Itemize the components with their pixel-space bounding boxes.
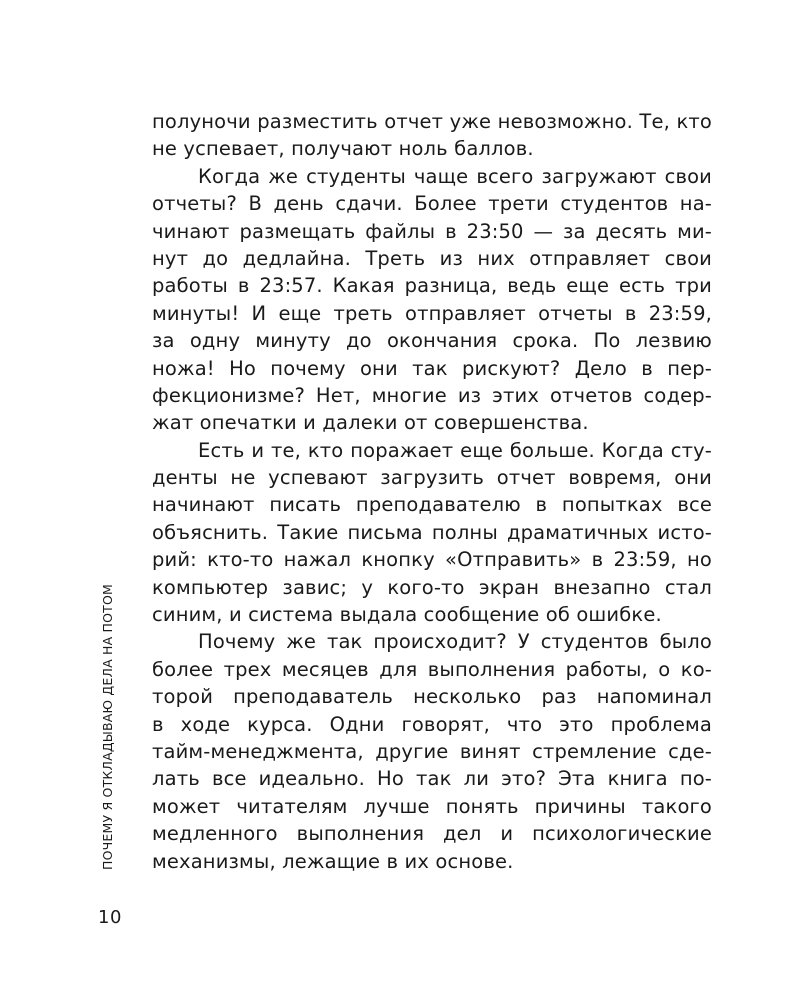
text-line: объяснить. Такие письма полны драматичных исто-: [152, 520, 712, 544]
text-line: за одну минуту до окончания срока. По лезвию: [152, 329, 712, 353]
text-line: медленного выполнения дел и психологические: [152, 822, 712, 846]
text-line: рий: кто-то нажал кнопку «Отправить» в 23:59, но: [152, 548, 712, 572]
body-text: [152, 108, 712, 875]
text-line: отчеты? В день сдачи. Более трети студентов на-: [152, 192, 712, 216]
text-line: Есть и те, кто поражает еще больше. Когда сту-: [198, 438, 712, 462]
text-line: минуты! И еще треть отправляет отчеты в 23:59,: [152, 301, 712, 325]
text-line: чинают размещать файлы в 23:50 — за десять ми-: [152, 219, 712, 243]
text-line: тайм-менеджмента, другие винят стремление сде-: [152, 739, 712, 763]
text-line: механизмы, лежащие в их основе.: [152, 849, 514, 873]
page-number: 10: [98, 907, 122, 928]
text-line: торой преподаватель несколько раз напоминал: [152, 685, 712, 709]
text-line: жат опечатки и далеки от совершенства.: [152, 411, 589, 435]
text-line: ножа! Но почему они так рискуют? Дело в пер-: [152, 356, 712, 380]
text-line: денты не успевают загрузить отчет вовремя, они: [152, 466, 712, 490]
text-line: Почему же так происходит? У студентов было: [198, 630, 712, 654]
text-line: в ходе курса. Одни говорят, что это проблема: [152, 712, 712, 736]
text-line: не успевает, получают ноль баллов.: [152, 137, 534, 161]
text-line: нут до дедлайна. Треть из них отправляет свои: [152, 246, 712, 270]
text-line: может читателям лучше понять причины такого: [152, 794, 712, 818]
text-line: синим, и система выдала сообщение об ошибке.: [152, 603, 662, 627]
text-line: начинают писать преподавателю в попытках все: [152, 493, 712, 517]
text-line: Когда же студенты чаще всего загружают свои: [198, 164, 712, 188]
text-line: работы в 23:57. Какая разница, ведь еще есть три: [152, 274, 712, 298]
text-line: более трех месяцев для выполнения работы, о ко-: [152, 657, 712, 681]
text-line: компьютер завис; у кого-то экран внезапно стал: [152, 575, 712, 599]
text-line: лать все идеально. Но так ли это? Эта книга по-: [152, 767, 712, 791]
running-head: ПОЧЕМУ Я ОТКЛАДЫВАЮ ДЕЛА НА ПОТОМ: [100, 583, 115, 870]
text-line: полуночи разместить отчет уже невозможно. Те, кто: [152, 110, 712, 133]
text-line: фекционизме? Нет, многие из этих отчетов содер-: [152, 383, 712, 407]
